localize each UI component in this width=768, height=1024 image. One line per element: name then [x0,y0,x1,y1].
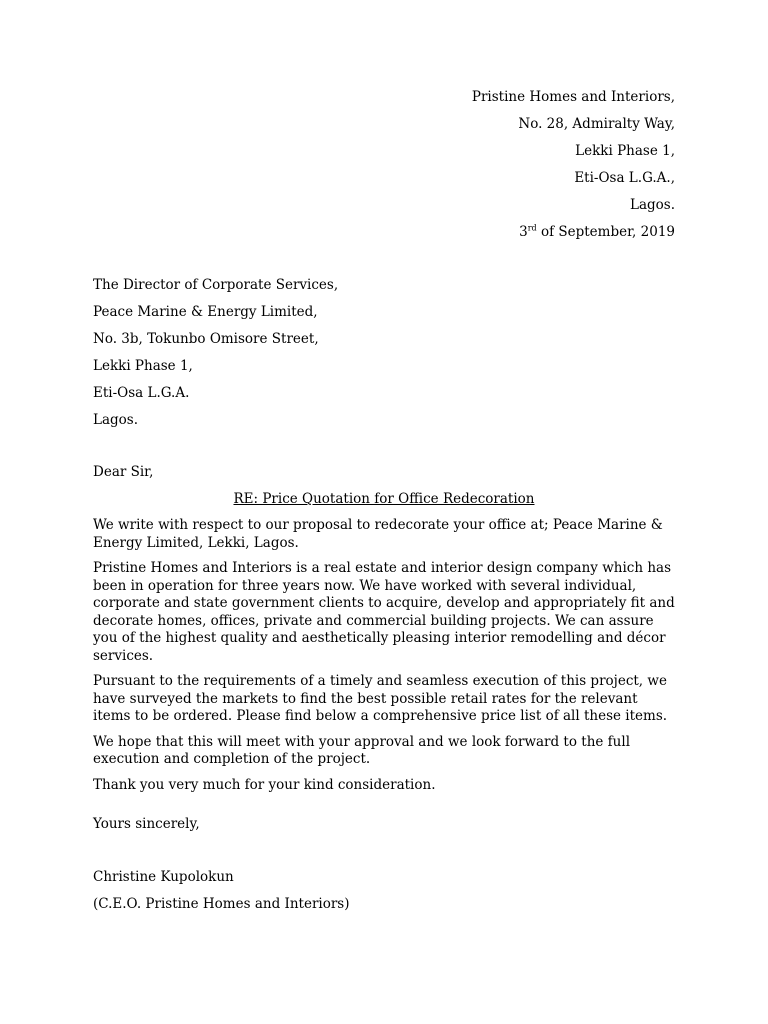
sender-address [472,88,675,250]
body-paragraph: Pursuant to the requirements of a timely and seamless execution of this project, we have surveyed the markets to find the best possible retail rates for the relevant items to be ordered. Please find below a comprehensive price list of all these items. [93,673,668,724]
letter-date [472,223,675,250]
signatory-name: Christine Kupolokun [93,869,234,885]
recipient-city: Lagos. [93,412,139,428]
letter-body [93,517,675,802]
body-paragraph: We hope that this will meet with your approval and we look forward to the full execution and completion of the project. [93,733,631,767]
sender-area: Lekki Phase 1, [575,143,675,159]
date-rest: of September, 2019 [536,224,675,240]
closing: Yours sincerely, [93,816,200,832]
subject-line: RE: Price Quotation for Office Redecoration [233,491,535,507]
body-paragraph: We write with respect to our proposal to redecorate your office at; Peace Marine & Energy Limited, Lekki, Lagos. [93,517,663,551]
recipient-street: No. 3b, Tokunbo Omisore Street, [93,331,319,347]
body-paragraph: Pristine Homes and Interiors is a real estate and interior design company which has been in operation for three years now. We have worked with several individual, corporate and state government clients to acquire, develop and appropriately fit and decorate homes, offices, private and commercial building projects. We can assure you of the highest quality and aesthetically pleasing interior remodelling and décor services. [93,560,675,664]
recipient-address [93,276,338,438]
recipient-title: The Director of Corporate Services, [93,277,339,293]
sender-city: Lagos. [629,197,675,213]
recipient-company: Peace Marine & Energy Limited, [93,304,318,320]
date-day: 3 [519,224,528,240]
body-paragraph: Thank you very much for your kind consideration. [93,776,436,793]
sender-company: Pristine Homes and Interiors, [471,89,675,105]
recipient-area: Lekki Phase 1, [93,358,193,374]
signatory-title: (C.E.O. Pristine Homes and Interiors) [93,896,350,912]
sender-street: No. 28, Admiralty Way, [518,116,675,132]
recipient-lga: Eti-Osa L.G.A. [93,385,190,401]
salutation: Dear Sir, [93,464,154,480]
sender-lga: Eti-Osa L.G.A., [574,170,675,186]
date-suffix: rd [527,223,537,233]
